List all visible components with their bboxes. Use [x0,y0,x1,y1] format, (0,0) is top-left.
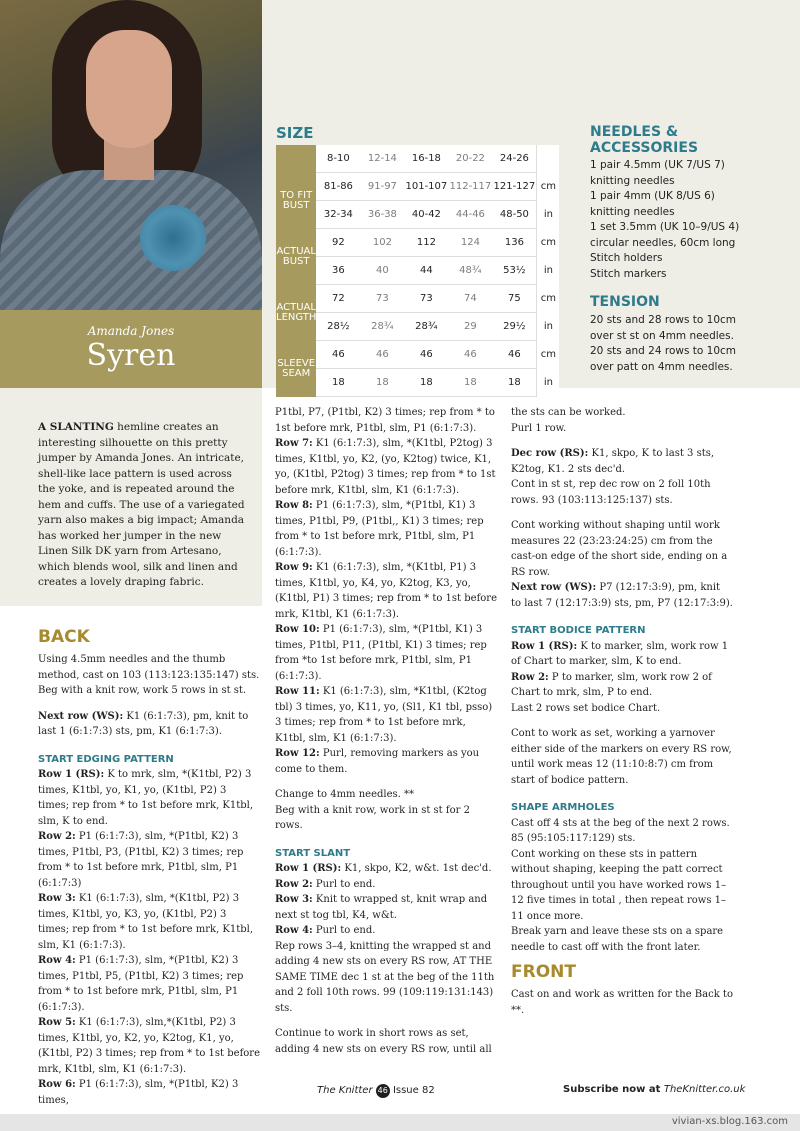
intro-paragraph: A SLANTING hemline creates an interesting silhouette on this pretty jumper by Amanda Jones. An intricate, shell-like lace pattern is used across the yoke, and is repeated around the hem and cuffs. The use of a variegated yarn also makes a big impact; Amanda has worked her jumper in the new Linen Silk DK yarn from Artesano, which blends wool, silk and linen and creates a lovely draping fabric. [38,421,245,588]
size-row [276,257,559,285]
size-cell: 12-14 [360,145,404,173]
model-photo [0,0,262,310]
instruction-text: Rep rows 3–4, knitting the wrapped st and adding 4 new sts on every RS row, AT THE SAME TIME dec 1 st at the beg of the 11th and 2 foll 10th rows. 99 (109:119:131:143) sts. [275,940,495,1014]
size-cell: 121-127 [492,173,537,201]
footer-magazine: The Knitter 46 Issue 82 [317,1085,435,1096]
size-cell: 73 [404,285,448,313]
instruction-text: Row 1 (RS): K to marker, slm, work row 1 of Chart to marker, slm, K to end. [511,640,729,667]
size-cell: 112 [404,229,448,257]
pattern-title: Syren [86,338,176,373]
size-row [276,285,559,313]
size-cell: 101-107 [404,173,448,201]
needles-item: Stitch holders [590,252,663,264]
size-cell: 8-10 [316,145,360,173]
tension-line: 20 sts and 24 rows to 10cm [590,345,737,357]
size-cell: 32-34 [316,201,360,229]
size-cell: 46 [360,341,404,369]
size-cell: 74 [448,285,492,313]
watermark: vivian-xs.blog.163.com [671,1116,788,1127]
instruction-text: Using 4.5mm needles and the thumb method, cast on 103 (113:123:135:147) sts. Beg with a knit row, work 5 rows in st st. [38,654,260,696]
author-name: Amanda Jones [87,324,175,338]
column-1 [38,620,260,1108]
needles-item: knitting needles [590,205,675,218]
size-unit: cm [537,173,560,201]
intro-lead: A SLANTING [38,421,114,433]
size-cell: 75 [492,285,537,313]
section-subheading: SHAPE ARMHOLES [511,802,615,813]
size-cell: 91-97 [360,173,404,201]
size-cell: 46 [316,341,360,369]
instruction-text: Row 3: K1 (6:1:7:3), slm, *(K1tbl, P2) 3 times, K1tbl, yo, K3, yo, (K1tbl, P2) 3 times; rep from * to 1st before mrk, K1tbl, slm, K1 (6:1:7:3). [38,893,254,951]
instruction-text: Break yarn and leave these sts on a spare needle to cast off with the front later. [511,926,724,953]
section-subheading: START BODICE PATTERN [511,625,646,636]
size-unit [537,145,560,173]
instruction-text: Row 12: Purl, removing markers as you come to them. [275,748,480,775]
size-cell: 112-117 [448,173,492,201]
instruction-text: Purl 1 row. [511,422,567,434]
size-cell: 81-86 [316,173,360,201]
size-cell: 29½ [492,313,537,341]
size-cell: 136 [492,229,537,257]
size-cell: 24-26 [492,145,537,173]
instruction-text: Row 11: K1 (6:1:7:3), slm, *K1tbl, (K2tog tbl) 3 times, yo, K11, yo, (Sl1, K1 tbl, psso) 3 times; rep from * to 1st before mrk, K1tbl, slm, K1 (6:1:7:3). [275,686,493,744]
size-row-label: ACTUAL LENGTH [276,285,316,341]
size-table [276,145,559,397]
size-unit: in [537,369,560,397]
tension-heading: TENSION [590,294,660,310]
size-cell: 46 [404,341,448,369]
size-unit: in [537,313,560,341]
flower-corsage [140,205,206,271]
needles-item: Stitch markers [590,267,667,280]
size-row [276,341,559,369]
instruction-text: Row 3: Knit to wrapped st, knit wrap and next st tog tbl, K4, w&t. [275,894,488,921]
size-cell: 73 [360,285,404,313]
size-row [276,145,559,173]
needles-heading: NEEDLES & ACCESSORIES [590,124,699,156]
footer-subscribe: Subscribe now at TheKnitter.co.uk [563,1084,746,1095]
instruction-text: Dec row (RS): K1, skpo, K to last 3 sts, K2tog, K1. 2 sts dec'd. [511,448,715,475]
size-cell: 102 [360,229,404,257]
instruction-text: Next row (WS): P7 (12:17:3:9), pm, knit to last 7 (12:17:3:9) sts, pm, P7 (12:17:3:9). [511,582,733,609]
size-cell: 48-50 [492,201,537,229]
needles-item: knitting needles [590,174,675,187]
instruction-text: Row 4: Purl to end. [275,925,376,936]
instruction-text: Row 6: P1 (6:1:7:3), slm, *(P1tbl, K2) 3 times, [38,1079,239,1106]
instruction-text: Last 2 rows set bodice Chart. [511,702,661,714]
size-unit: cm [537,229,560,257]
instruction-text: Row 2: P to marker, slm, work row 2 of Chart to mrk, slm, P to end. [511,671,712,698]
section-heading: FRONT [511,962,576,982]
instruction-text: Next row (WS): K1 (6:1:7:3), pm, knit to last 1 (6:1:7:3) sts, pm, K1 (6:1:7:3). [38,710,249,737]
instruction-text: Row 2: Purl to end. [275,878,376,890]
size-cell: 48¾ [448,257,492,285]
size-cell: 46 [492,341,537,369]
instruction-text: Row 7: K1 (6:1:7:3), slm, *(K1tbl, P2tog) 3 times, K1tbl, yo, K2, (yo, K2tog) twice, K1, yo, (K1tbl, P2tog) 3 times; rep from * to 1st before mrk, K1tbl, slm, K1 (6:1:7:3). [275,438,496,496]
size-unit: in [537,201,560,229]
size-cell: 36 [316,257,360,285]
size-unit: cm [537,341,560,369]
size-cell: 92 [316,229,360,257]
needles-item: 1 pair 4mm (UK 8/US 6) [590,190,715,202]
tension-line: over patt on 4mm needles. [590,360,733,373]
size-unit: in [537,257,560,285]
instruction-text: Change to 4mm needles. ** [275,789,414,800]
needles-item: 1 set 3.5mm (UK 10–9/US 4) [590,221,740,233]
column-3 [511,405,733,1018]
size-cell: 40-42 [404,201,448,229]
instruction-text: Continue to work in short rows as set, adding 4 new sts on every RS row, until all [275,1028,492,1055]
instruction-text: Cast on and work as written for the Back to **. [511,989,733,1016]
instruction-text: Row 4: P1 (6:1:7:3), slm, *(P1tbl, K2) 3 times, P1tbl, P5, (P1tbl, K2) 3 times; rep from * to 1st before mrk, P1tbl, slm, P1 (6:1:7:3). [38,955,244,1013]
watermark-bar [0,1114,800,1131]
size-row [276,313,559,341]
section-heading: BACK [38,627,90,647]
size-cell: 28¾ [360,313,404,341]
size-cell: 124 [448,229,492,257]
size-row [276,229,559,257]
size-unit: cm [537,285,560,313]
instruction-text: Row 8: P1 (6:1:7:3), slm, *(P1tbl, K1) 3 times, P1tbl, P9, (P1tbl,, K1) 3 times; rep from * to 1st before mrk, P1tbl, slm, P1 (6:1:7:3). [275,500,484,558]
size-heading: SIZE [276,124,314,142]
size-cell: 18 [404,369,448,397]
instruction-text: Row 2: P1 (6:1:7:3), slm, *(P1tbl, K2) 3 times, P1tbl, P3, (P1tbl, K2) 3 times; rep from * to 1st before mrk, P1tbl, slm, P1 (6:1:7:3) [38,831,244,889]
section-subheading: START EDGING PATTERN [38,753,174,765]
size-cell: 36-38 [360,201,404,229]
needles-list [590,158,790,282]
size-cell: 28½ [316,313,360,341]
size-cell: 44-46 [448,201,492,229]
instruction-text: Row 10: P1 (6:1:7:3), slm, *(P1tbl, K1) 3 times, P1tbl, P11, (P1tbl, K1) 3 times; rep from *to 1st before mrk, P1tbl, slm, P1 (6:1:7:3). [275,624,487,682]
needles-item: 1 pair 4.5mm (UK 7/US 7) [590,159,725,171]
instruction-text: Row 1 (RS): K1, skpo, K2, w&t. 1st dec'd. [275,863,492,874]
footer-site-link[interactable]: TheKnitter.co.uk [663,1084,746,1095]
column-2 [275,405,497,1057]
size-row [276,369,559,397]
tension-line: over st st on 4mm needles. [590,329,734,342]
tension-line: 20 sts and 28 rows to 10cm [590,314,737,326]
size-cell: 18 [448,369,492,397]
size-row-label: TO FIT BUST [276,173,316,229]
page-number: 46 [376,1084,390,1098]
size-cell: 16-18 [404,145,448,173]
size-row [276,201,559,229]
instruction-text: Beg with a knit row, work in st st for 2 rows. [275,804,470,831]
instruction-text: Cont working without shaping until work measures 22 (23:23:24:25) cm from the cast-on edge of the short side, ending on a RS row. [511,520,728,578]
instruction-text: Row 5: K1 (6:1:7:3), slm,*(K1tbl, P2) 3 times, K1tbl, yo, K2, yo, K2tog, K1, yo, (K1tbl, P2) 3 times; rep from * to 1st before mrk, K1tbl, slm, K1 (6:1:7:3). [38,1017,260,1075]
instruction-text: the sts can be worked. [511,407,626,418]
size-cell: 44 [404,257,448,285]
instruction-text: Cont working on these sts in pattern without shaping, keeping the patt correct throughout until you have worked rows 1–12 five times in total , then repeat rows 1–11 once more. [511,848,727,922]
size-cell: 72 [316,285,360,313]
size-row [276,173,559,201]
instruction-text: Cont to work as set, working a yarnover either side of the markers on every RS row, until work meas 12 (11:10:8:7) cm from start of bodice pattern. [511,728,732,786]
instruction-text: Cast off 4 sts at the beg of the next 2 rows. 85 (95:105:117:129) sts. [511,817,730,844]
size-cell: 29 [448,313,492,341]
size-cell: 20-22 [448,145,492,173]
size-cell: 46 [448,341,492,369]
tension-text [590,313,790,375]
size-row-label: SLEEVE SEAM [276,341,316,397]
needles-item: circular needles, 60cm long [590,236,736,249]
instruction-text: Row 9: K1 (6:1:7:3), slm, *(K1tbl, P1) 3 times, K1tbl, yo, K4, yo, K2tog, K3, yo, (K1tbl, P1) 3 times; rep from * to 1st before mrk, K1tbl, K1 (6:1:7:3). [275,562,497,620]
instruction-text: P1tbl, P7, (P1tbl, K2) 3 times; rep from * to 1st before mrk, P1tbl, slm, P1 (6:1:7:3). [275,407,495,434]
size-cell: 18 [492,369,537,397]
size-cell: 18 [316,369,360,397]
size-cell: 53½ [492,257,537,285]
size-cell: 40 [360,257,404,285]
size-row-label [276,145,316,173]
size-cell: 28¾ [404,313,448,341]
section-subheading: START SLANT [275,847,351,859]
size-row-label: ACTUAL BUST [276,229,316,285]
instruction-text: Cont in st st, rep dec row on 2 foll 10th rows. 93 (103:113:125:137) sts. [511,479,711,506]
instruction-text: Row 1 (RS): K to mrk, slm, *(K1tbl, P2) 3 times, K1tbl, yo, K1, yo, (K1tbl, P2) 3 times; rep from * to 1st before mrk, K1tbl, slm, K to end. [38,769,254,827]
size-cell: 18 [360,369,404,397]
